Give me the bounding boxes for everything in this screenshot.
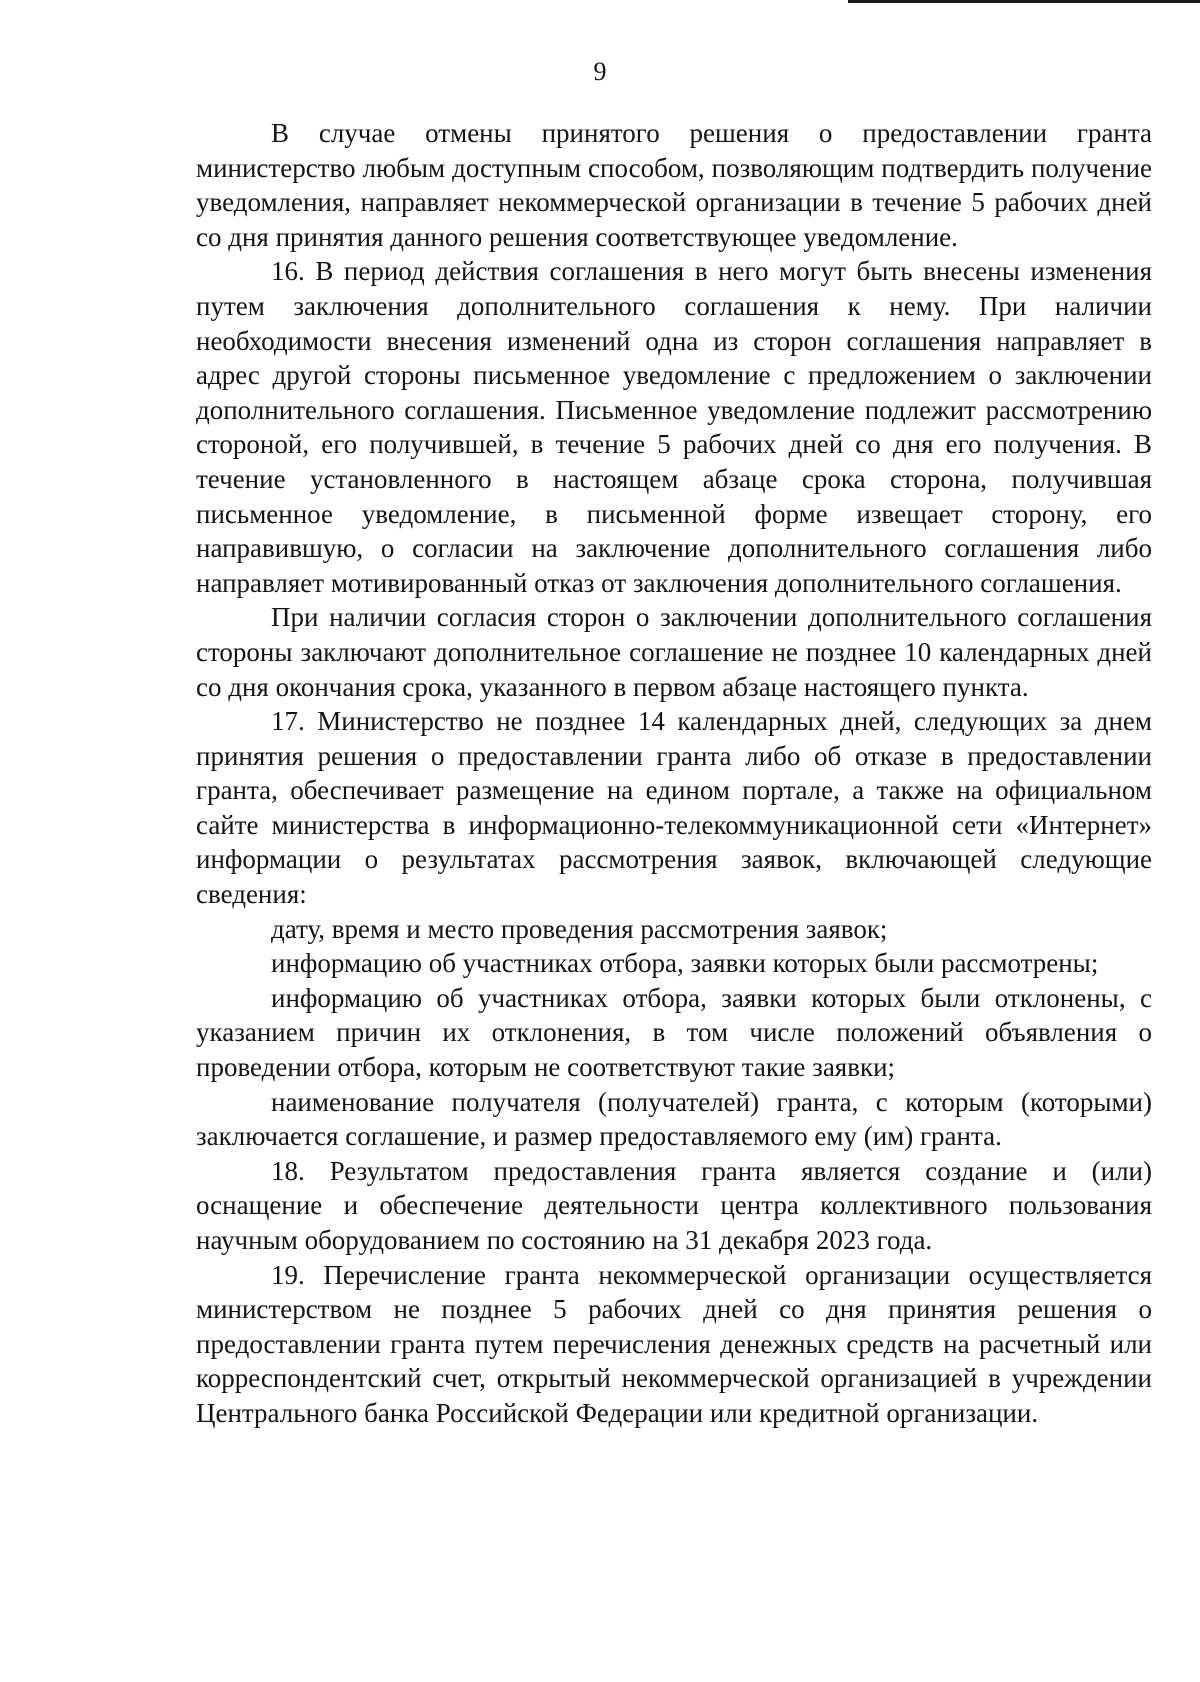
document-body [196,116,1152,1431]
top-edge-rule [848,0,1200,3]
paragraph-18-result: 18. Результатом предоставления гранта является создание и (или) оснащение и обеспечение деятельности центра коллективного пользования научным оборудованием по состоянию на 31 декабря 2023 года. [196,1155,1152,1255]
paragraph-16-agreement: При наличии согласия сторон о заключении дополнительного соглашения стороны заключают дополнительное соглашение не позднее 10 календарных дней со дня окончания срока, указанного в первом абзаце настоящего пункта. [196,602,1152,702]
list-item-date-time-place: дату, время и место проведения рассмотрения заявок; [271,913,888,944]
list-item-grant-recipients: наименование получателя (получателей) гранта, с которым (которыми) заключается соглашение, и размер предоставляемого ему (им) гранта. [196,1086,1152,1152]
paragraph-17-publication: 17. Министерство не позднее 14 календарных дней, следующих за днем принятия решения о предоставлении гранта либо об отказе в предоставлении гранта, обеспечивает размещение на едином портале, а также на официальном сайте министерства в информационно-телекоммуникационной сети «Интернет» информации о результатах рассмотрения заявок, включающей следующие сведения: [196,706,1152,910]
paragraph-16-amendments: 16. В период действия соглашения в него могут быть внесены изменения путем заключения дополнительного соглашения к нему. При наличии необходимости внесения изменений одна из сторон соглашения направляет в адрес другой стороны письменное уведомление с предложением о заключении дополнительного соглашения. Письменное уведомление подлежит рассмотрению стороной, его получившей, в течение 5 рабочих дней со дня его получения. В течение установленного в настоящем абзаце срока сторона, получившая письменное уведомление, в письменной форме извещает сторону, его направившую, о согласии на заключение дополнительного соглашения либо направляет мотивированный отказ от заключения дополнительного соглашения. [196,256,1152,598]
list-item-rejected-applications: информацию об участниках отбора, заявки которых были отклонены, с указанием причин их отклонения, в том числе положений объявления о проведении отбора, которым не соответствуют такие заявки; [196,982,1152,1083]
page-number: 9 [593,57,607,86]
paragraph-19-transfer: 19. Перечисление гранта некоммерческой организации осуществляется министерством не позднее 5 рабочих дней со дня принятия решения о предоставлении гранта путем перечисления денежных средств на расчетный или корреспондентский счет, открытый некоммерческой организацией в учреждении Центрального банка Российской Федерации или кредитной организации. [196,1259,1152,1428]
list-item-considered-applications: информацию об участниках отбора, заявки которых были рассмотрены; [271,948,1099,979]
paragraph-cancellation-notice: В случае отмены принятого решения о предоставлении гранта министерство любым доступным способом, позволяющим подтвердить получение уведомления, направляет некоммерческой организации в течение 5 рабочих дней со дня принятия данного решения соответствующее уведомление. [196,118,1152,252]
